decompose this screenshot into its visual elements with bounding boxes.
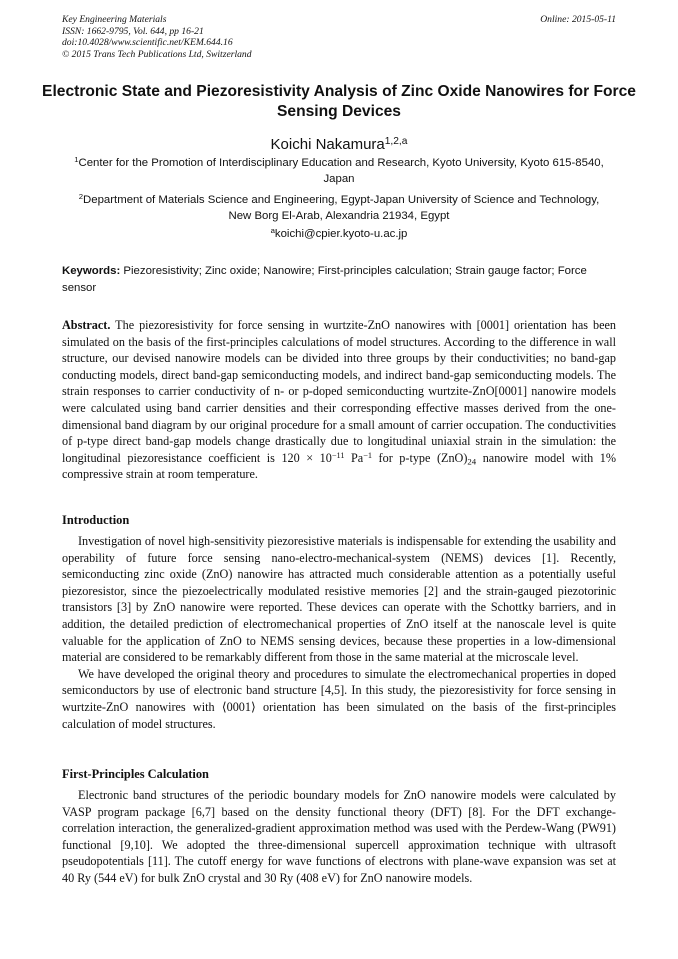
- first-principles-paragraph-1: Electronic band structures of the periodic boundary models for ZnO nanowire models were calculated by VASP program package [6,7] based on the density functional theory (DFT) [8]. For the DFT exchange-correlation interaction, the generalized-gradient approximation method was used with the Perdew-Wang (PW91) functional [9,10]. We adopted the three-dimensional supercell approximation technique with ultrasoft pseudopotentials [11]. The cutoff energy for wave functions of electrons with plane-wave expansion was set at 40 Ry (544 eV) for bulk ZnO crystal and 30 Ry (408 eV) for ZnO nanowire models.: [62, 788, 616, 885]
- abstract-unit: Pa: [344, 450, 364, 465]
- first-principles-body: [62, 787, 616, 887]
- abstract-exponent-1: −11: [331, 450, 345, 460]
- affiliation-1-mark: 1: [74, 155, 79, 165]
- affiliation-2-text: Department of Materials Science and Engineering, Egypt-Japan University of Science and Technology, New Borg El-Arab, Alexandria 21934, Egypt: [83, 194, 600, 222]
- first-principles-heading: First-Principles Calculation: [62, 767, 209, 781]
- copyright-line: © 2015 Trans Tech Publications Ltd, Switzerland: [62, 48, 252, 60]
- abstract-text-3: nanowire model with 1% compressive strain at room temperature.: [62, 450, 616, 482]
- journal-header: [62, 14, 616, 60]
- online-date: Online: 2015-05-11: [540, 14, 616, 25]
- author-name: Koichi Nakamura: [270, 136, 385, 153]
- affiliation-2: [70, 192, 608, 224]
- keywords-block: [62, 263, 616, 296]
- abstract-exponent-2: −1: [363, 450, 373, 460]
- keywords-label: Keywords:: [62, 265, 121, 277]
- author-line: [0, 136, 678, 153]
- author-email: [0, 228, 678, 240]
- abstract-block: [62, 317, 616, 483]
- abstract-text-1: The piezoresistivity for force sensing in wurtzite-ZnO nanowires with [0001] orientation has been simulated on the basis of the first-principles calculations of model structures. According to the difference in wall structure, our devised nanowire models can be divided into three groups by their conductivities; no band-gap conducting models, direct band-gap semiconducting models, and indirect band-gap semiconducting models. The strain responses to carrier conductivity of n- or p-doped semiconducting wurtzite-ZnO[0001] nanowire models were calculated using band carrier densities and their corresponding effective masses derived from the one-dimensional band diagram by our original procedure for a small amount of carrier occupation. The conductivities of p-type direct band-gap models change drastically due to longitudinal uniaxial strain in the simulation: the longitudinal piezoresistance coefficient is 120 × 10: [62, 318, 617, 465]
- email-mark: a: [270, 226, 275, 236]
- doi-line[interactable]: doi:10.4028/www.scientific.net/KEM.644.16: [62, 37, 233, 49]
- paper-title: Electronic State and Piezoresistivity Analysis of Zinc Oxide Nanowires for Force Sensing Devices: [42, 83, 636, 120]
- introduction-heading: Introduction: [62, 513, 130, 527]
- journal-name: Key Engineering Materials: [62, 14, 167, 25]
- author-affiliation-marks: 1,2,a: [384, 135, 408, 147]
- abstract-label: Abstract.: [62, 318, 111, 332]
- abstract-text-2: for p-type (ZnO): [372, 450, 468, 465]
- affiliation-2-mark: 2: [78, 192, 84, 202]
- abstract-subscript: 24: [467, 456, 477, 467]
- introduction-body: [62, 533, 616, 732]
- introduction-paragraph-1: Investigation of novel high-sensitivity piezoresistive materials is indispensable for extending the usability and operability of future force sensing nano-electro-mechanical-system (NEMS) devices [1]. Recently, semiconducting zinc oxide (ZnO) nanowire has attracted much considerable attention as a potentially useful piezoresistor, since the piezoelectrically modulated resistive memories [2] and the strain-gauged piezotorinic transistors [3] by ZnO nanowire were reported. These devices can operate with the Schottky barriers, and in addition, the detailed prediction of electromechanical properties of ZnO itself at the nanoscale level is quite valuable for the application of ZnO to NEMS sensing devices, because these properties in a low-dimensional material are considered to be remarkably different from those in the same material at the microscale level.: [62, 534, 616, 665]
- affiliation-1: [70, 155, 608, 187]
- keywords-text: Piezoresistivity; Zinc oxide; Nanowire; First-principles calculation; Strain gauge factor; Force sensor: [62, 265, 587, 294]
- issn-line: ISSN: 1662-9795, Vol. 644, pp 16-21: [62, 25, 204, 37]
- email-address[interactable]: koichi@cpier.kyoto-u.ac.jp: [274, 228, 408, 240]
- affiliation-1-text: Center for the Promotion of Interdisciplinary Education and Research, Kyoto University, Kyoto 615-8540, Japan: [78, 157, 604, 185]
- introduction-paragraph-2: We have developed the original theory and procedures to simulate the electromechanical properties in doped semiconductors by use of electronic band structure [4,5]. In this study, the piezoresistivity for force sensing in wurtzite-ZnO nanowires with ⟨0001⟩ orientation has been simulated on the basis of the first-principles calculation of model structures.: [62, 666, 616, 731]
